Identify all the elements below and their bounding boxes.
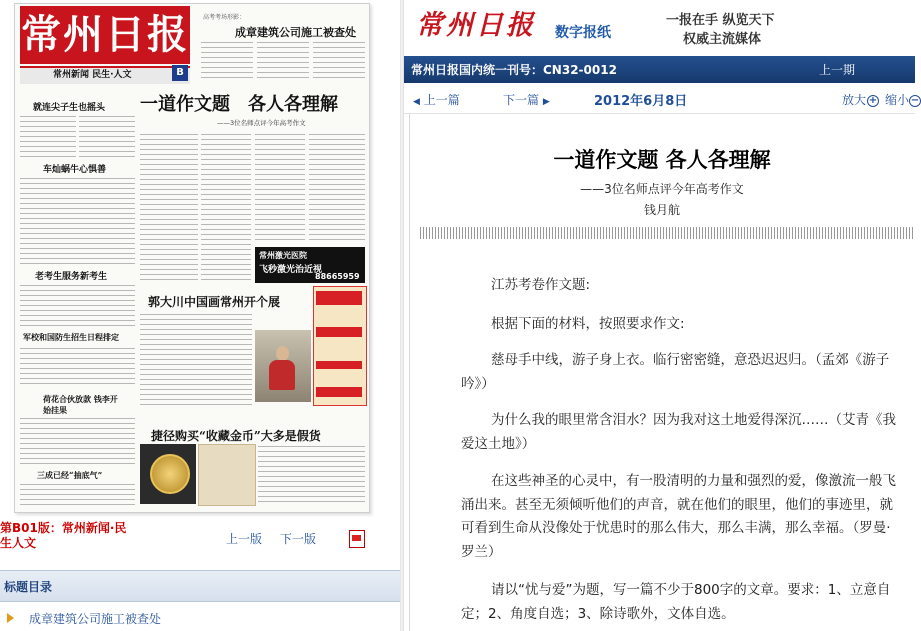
prev-page-link[interactable]: 上一版 [226,532,263,546]
story-headline[interactable]: 荷花合伙放款 钱李开始挂果 [43,394,118,415]
text-block [258,444,365,506]
gold-coin-photo [140,444,196,504]
text-block [255,132,305,244]
issue-date: 2012年6月8日 [594,94,688,109]
ad-phone: 88665959 [315,272,360,281]
story-headline[interactable]: 老考生服务新考生 [35,272,108,282]
text-block [20,176,135,264]
main-story-headline[interactable]: 一道作文题 各人各理解 [140,94,338,115]
next-page-link[interactable]: 下一版 [280,532,317,546]
page-label: 第B01版：常州新闻·民生人文 [0,521,127,550]
top-news-kicker: 高考考场形影： [203,14,246,21]
text-block [20,416,135,466]
article-paragraph: 江苏考卷作文题: [491,277,591,293]
story-headline[interactable]: 军校和国防生招生日程排定 [23,332,119,342]
article-title: 一道作文题 各人各理解 [553,148,771,172]
slogan-line-1: 一报在手 纵览天下 [666,13,775,28]
top-news-block[interactable] [195,6,367,84]
article-paragraph: 在这些神圣的心灵中，有一股清明的力量和强烈的爱，像激流一般飞涌出来。甚至无须倾听他们的声音，就在他们的眼里，他们的事迹里，就可看到生命从没像处于忧患时的那么伟大，那么丰满，那么幸福。（罗曼·罗兰） [461,473,896,560]
story-headline[interactable]: 三成已经“抽底气” [37,470,103,480]
minus-circle-icon[interactable]: − [910,95,920,106]
left-arrow-icon: ◀ [413,97,420,107]
article-paragraph: 慈母手中线，游子身上衣。临行密密缝，意恐迟迟归。（孟郊《游子吟》） [461,352,890,392]
plus-circle-icon[interactable]: + [868,95,878,106]
ad-tagline: 飞秒激光治近视 [259,265,323,275]
ad-band [316,291,362,305]
next-article-link[interactable] [503,91,550,108]
site-logo[interactable]: 常州日报 [416,10,536,41]
text-block [20,283,135,329]
text-block [140,312,252,406]
next-article-label: 下一篇 [503,93,540,107]
catalog-item[interactable]: 成章建筑公司施工被查处 [29,612,162,626]
right-arrow-icon: ▶ [542,97,550,107]
left-pane [0,0,400,631]
newspaper-page-thumbnail[interactable] [14,3,370,513]
certificate-photo [198,444,256,506]
newspaper-masthead-logo: 常州日报 [20,6,190,64]
catalog-header-bar [0,570,400,602]
article-paragraph: 根据下面的材料，按照要求作文: [491,316,685,332]
newspaper-section-name: 常州新闻 民生·人文 [53,70,132,80]
person-body [269,360,295,390]
advertisement-eye-hospital[interactable] [255,247,365,283]
text-block [79,114,135,158]
story-headline[interactable]: 就连尖子生也摇头 [33,103,106,113]
site-subtitle: 数字报纸 [555,25,611,41]
top-news-headline: 成章建筑公司施工被查处 [235,26,356,39]
text-block [309,132,365,244]
article-subtitle: ——3位名师点评今年高考作文 [580,182,744,196]
article-paragraph: 请以“忧与爱”为题，写一篇不少于800字的文章。要求：1、立意自定；2、角度自选；3、除诗歌外，文体自选。 [461,582,891,622]
article-paragraph: 为什么我的眼里常含泪水？因为我对这土地爱得深沉……（艾青《我爱这土地》） [461,412,896,452]
text-block [140,132,198,282]
story-headline[interactable]: 车灿蜗牛心惧善 [43,165,107,175]
zoom-out-label: 缩小 [885,93,910,107]
bottom-story-headline[interactable]: 捷径购买“收藏金币”大多是假货 [151,429,321,443]
pdf-icon[interactable] [349,530,365,548]
main-story-subhead: ——3位名师点评今年高考作文 [217,119,306,127]
issn-text: 常州日报国内统一刊号：CN32-0012 [411,63,617,77]
hatched-divider [420,227,915,239]
text-block [313,40,365,82]
ad-title: 常州激光医院 [259,251,307,260]
coin-shape [150,454,190,494]
mid-story-headline[interactable]: 郭大川中国画常州开个展 [148,295,281,309]
catalog-title: 标题目录 [4,580,53,594]
text-block [20,482,135,508]
page-letter-badge: B [172,65,188,81]
text-block [257,40,309,82]
text-block [201,132,251,282]
text-block [20,114,76,158]
ad-band [316,361,362,369]
ad-band [316,387,362,397]
text-block [20,346,135,386]
person-head [276,346,289,361]
prev-article-label: 上一篇 [423,93,460,107]
painter-photo [255,330,311,402]
slogan-line-2: 权威主流媒体 [683,32,762,47]
text-block [201,40,253,82]
prev-issue-link[interactable]: 上一期 [819,63,856,77]
zoom-in-button[interactable] [842,91,866,108]
bullet-arrow-icon [7,613,14,623]
zoom-in-label: 放大 [842,93,867,107]
ad-band [316,327,362,337]
advertisement-side[interactable] [313,286,367,406]
article-author: 钱月航 [643,203,680,217]
prev-article-link[interactable] [413,91,460,108]
